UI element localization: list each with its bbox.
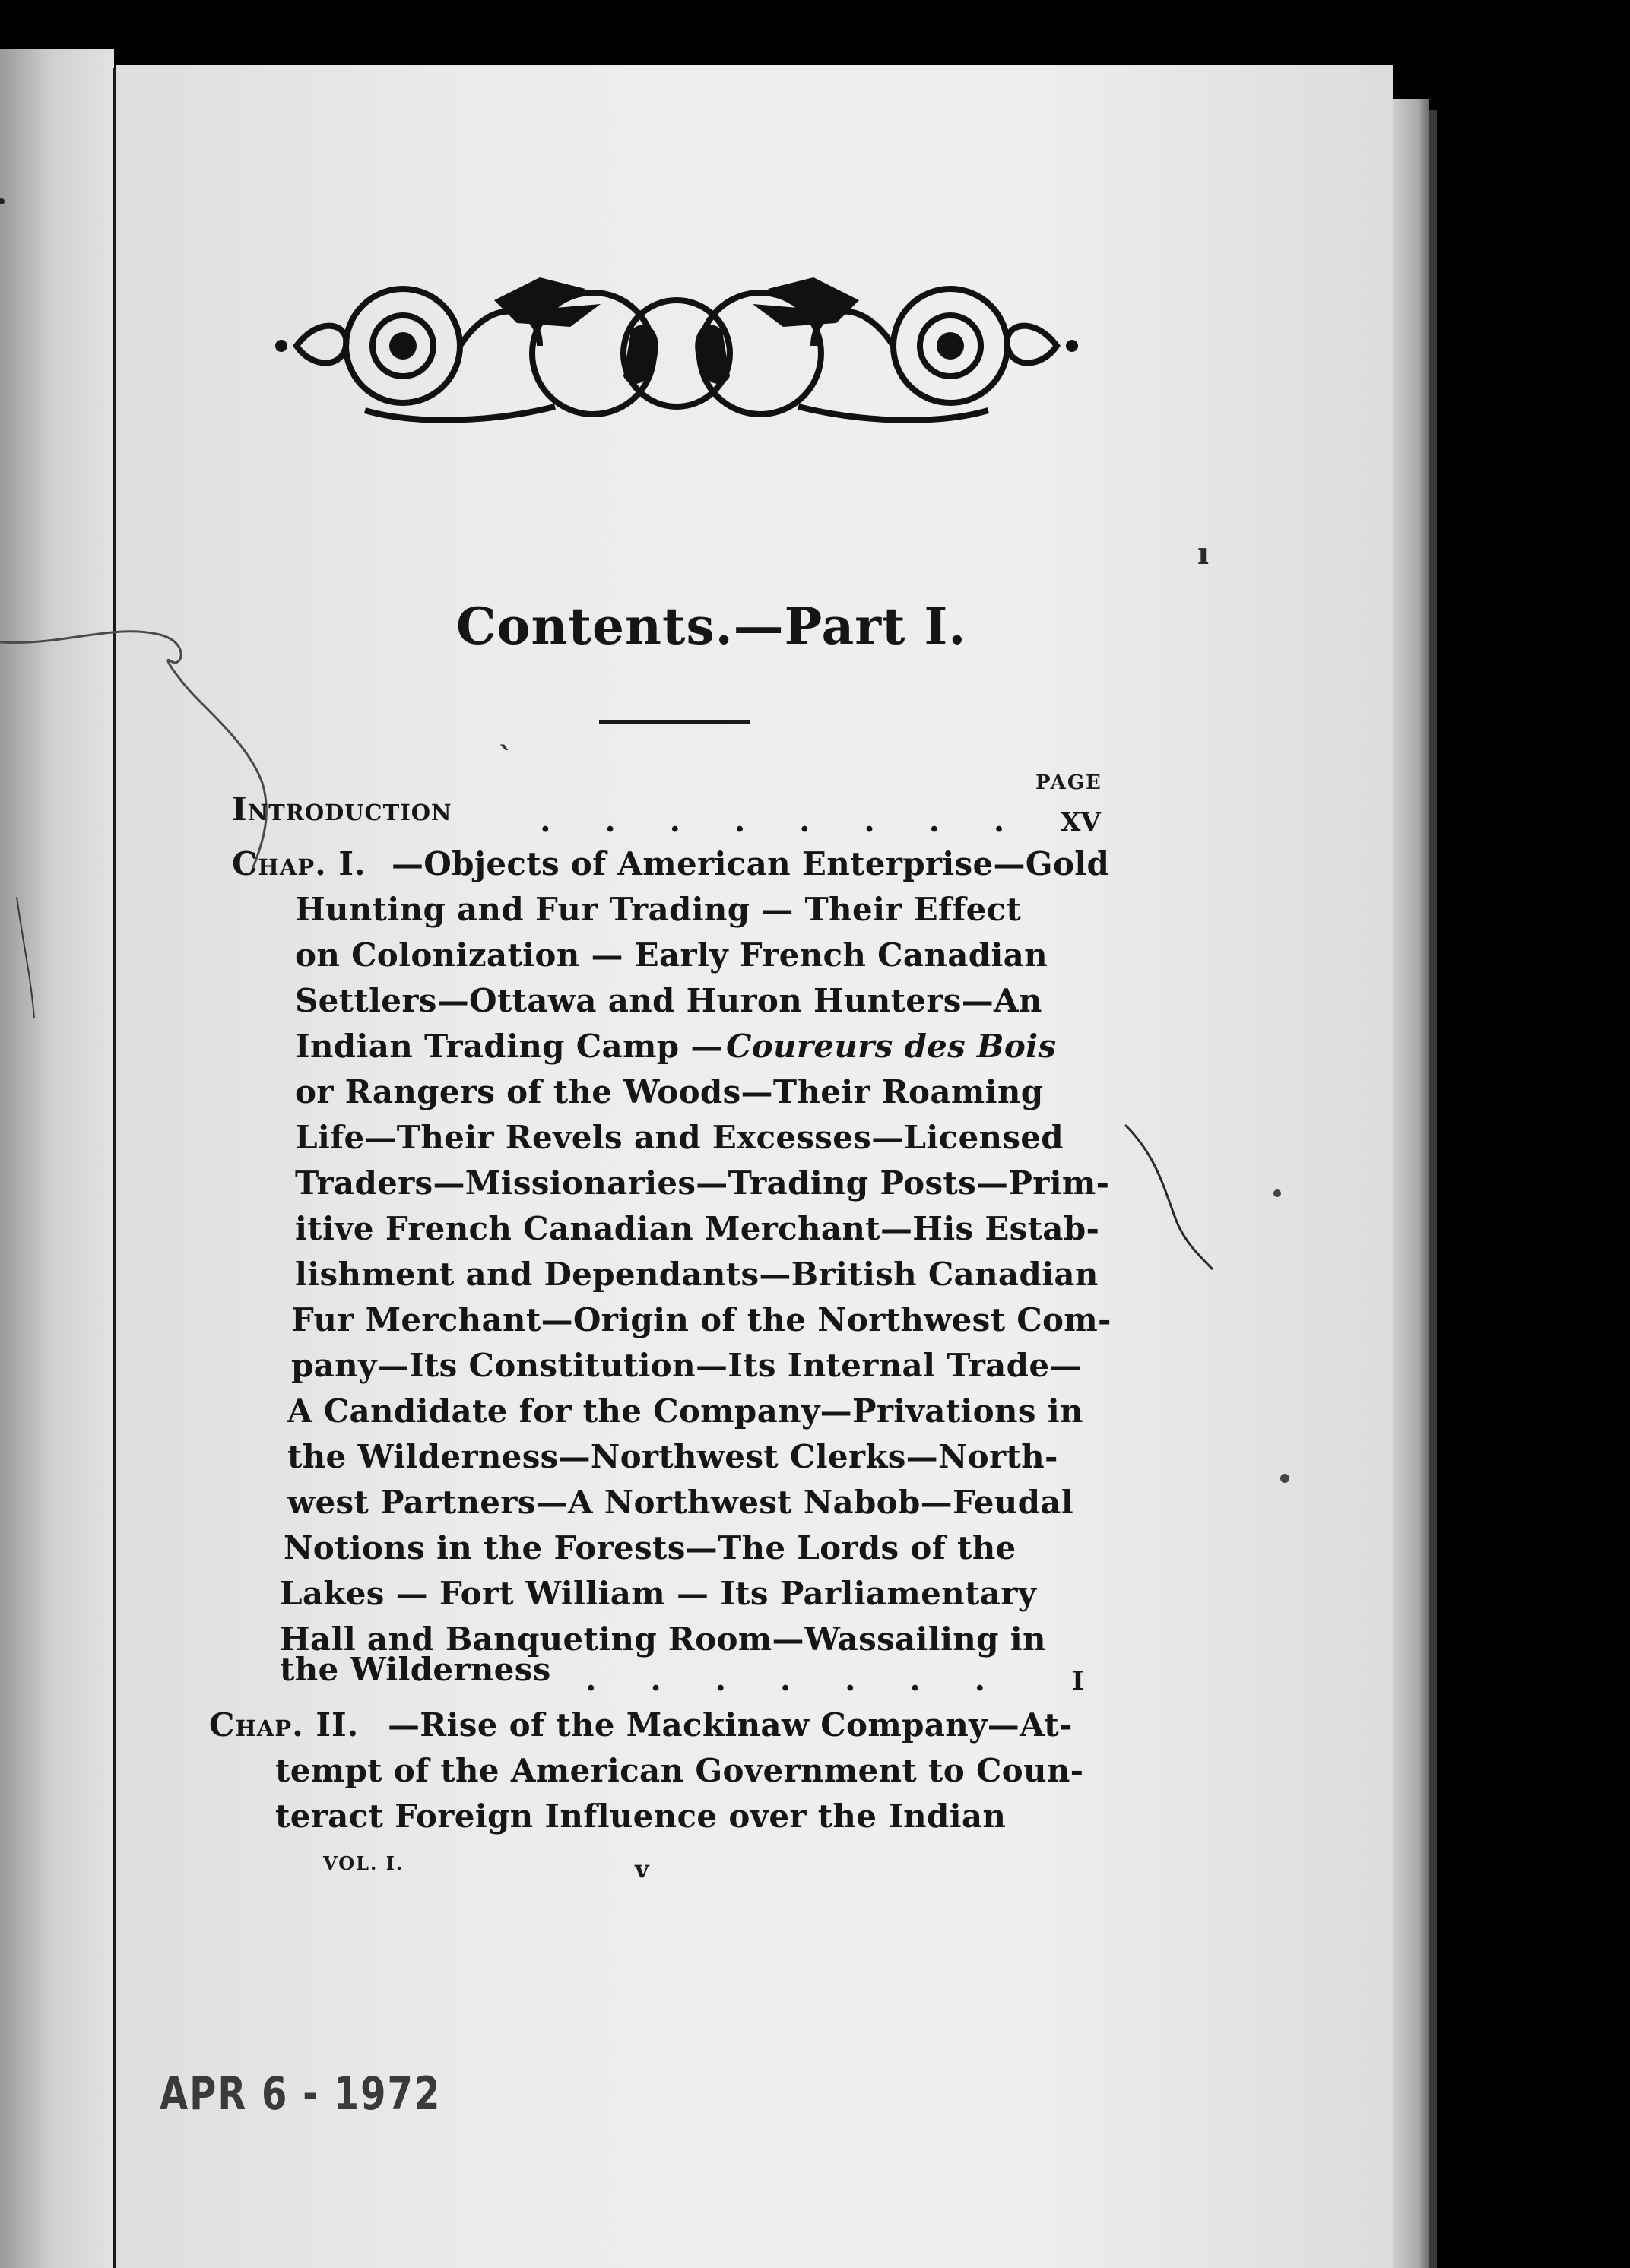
chapter-label: Chap. II.	[209, 1706, 360, 1744]
toc-line-italic: Coureurs des Bois	[726, 1028, 1057, 1065]
toc-line: Life—Their Revels and Excesses—Licensed	[295, 1119, 1064, 1156]
toc-line: Traders—Missionaries—Trading Posts—Prim-	[295, 1164, 1110, 1202]
toc-line: lishment and Dependants—British Canadian	[295, 1256, 1099, 1293]
toc-line: Settlers—Ottawa and Huron Hunters—An	[295, 982, 1042, 1019]
toc-line: Hall and Banqueting Room—Wassailing in	[280, 1620, 1046, 1658]
toc-line: pany—Its Constitution—Its Internal Trade—	[291, 1347, 1082, 1384]
toc-chapter-1-page: I	[1072, 1666, 1084, 1696]
volume-signature: VOL. I.	[323, 1852, 404, 1874]
toc-line: the Wilderness—Northwest Clerks—North-	[287, 1438, 1058, 1475]
toc-line: Indian Trading Camp —	[295, 1028, 723, 1065]
margin-mark: ı	[1197, 536, 1210, 572]
facing-page-edge	[0, 49, 114, 2268]
toc-line: —Rise of the Mackinaw Company—At-	[388, 1706, 1073, 1744]
date-stamp: APR 6 - 1972	[160, 2067, 442, 2121]
toc-line: A Candidate for the Company—Privations in	[287, 1392, 1083, 1430]
toc-line: itive French Canadian Merchant—His Estab-	[295, 1210, 1100, 1247]
margin-mark: ˋ	[498, 741, 513, 777]
page-signature: v	[635, 1855, 649, 1883]
toc-introduction-page: XV	[1061, 807, 1101, 838]
toc-line: the Wilderness	[280, 1651, 551, 1688]
toc-line: on Colonization — Early French Canadian	[295, 936, 1048, 974]
toc-leader-dots: . . . . . . . .	[540, 802, 1026, 839]
toc-line: tempt of the American Government to Coun-	[275, 1752, 1084, 1789]
contents-title: Contents.—Part I.	[456, 597, 967, 656]
page-column-header: PAGE	[1035, 771, 1102, 794]
chapter-label: Chap. I.	[232, 845, 366, 882]
toc-line: Hunting and Fur Trading — Their Effect	[295, 891, 1022, 928]
toc-line: —Objects of American Enterprise—Gold	[392, 845, 1110, 882]
toc-line: Fur Merchant—Origin of the Northwest Com-	[291, 1301, 1112, 1338]
toc-leader-dots: . . . . . . .	[585, 1661, 1007, 1698]
toc-line: teract Foreign Influence over the Indian	[275, 1798, 1007, 1835]
toc-line: or Rangers of the Woods—Their Roaming	[295, 1073, 1044, 1110]
headpiece-ornament	[266, 262, 1087, 437]
toc-line: Lakes — Fort William — Its Parliamentary	[280, 1575, 1037, 1612]
page-stack-edge	[1393, 99, 1429, 2268]
toc-line: west Partners—A Northwest Nabob—Feudal	[287, 1484, 1074, 1521]
title-rule	[599, 720, 750, 724]
toc-introduction-label: Introduction	[232, 790, 452, 828]
page-stack-shadow	[1429, 110, 1437, 2268]
toc-line: Notions in the Forests—The Lords of the	[284, 1529, 1016, 1566]
